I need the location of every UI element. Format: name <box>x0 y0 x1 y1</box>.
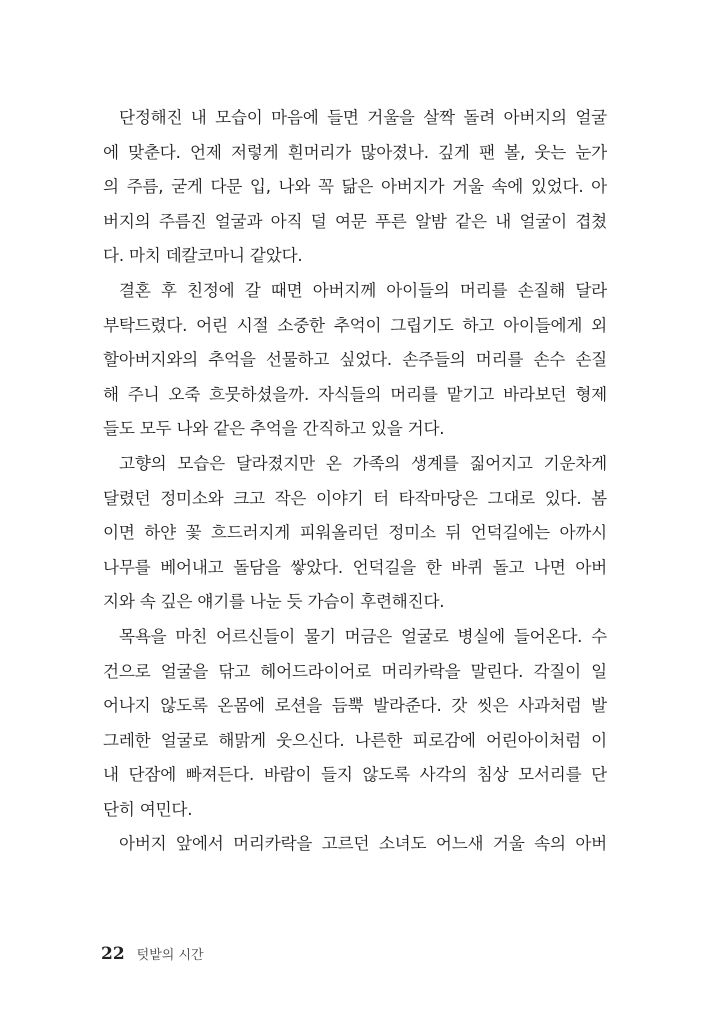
text-line: 그레한 얼굴로 해맑게 웃으신다. 나른한 피로감에 어린아이처럼 이 <box>103 730 607 750</box>
text-line: 할아버지와의 추억을 선물하고 싶었다. 손주들의 머리를 손수 손질 <box>103 350 607 370</box>
page-footer <box>101 944 204 964</box>
text-line: 어나지 않도록 온몸에 로션을 듬뿍 발라준다. 갓 씻은 사과처럼 발 <box>103 696 607 716</box>
text-line: 건으로 얼굴을 닦고 헤어드라이어로 머리카락을 말린다. 각질이 일 <box>103 661 607 681</box>
text-line: 고향의 모습은 달라졌지만 온 가족의 생계를 짊어지고 기운차게 <box>119 453 607 473</box>
text-line: 아버지 앞에서 머리카락을 고르던 소녀도 어느새 거울 속의 아버 <box>119 834 607 854</box>
page-number: 22 <box>101 944 125 964</box>
text-line: 단정해진 내 모습이 마음에 들면 거울을 살짝 돌려 아버지의 얼굴 <box>119 108 607 127</box>
body-text <box>103 101 607 862</box>
text-line: 들도 모두 나와 같은 추억을 간직하고 있을 거다. <box>103 419 445 439</box>
text-line: 지와 속 깊은 얘기를 나눈 듯 가슴이 후련해진다. <box>103 592 445 612</box>
text-line: 목욕을 마친 어르신들이 물기 머금은 얼굴로 병실에 들어온다. 수 <box>119 626 607 646</box>
text-line: 단히 여민다. <box>103 799 193 819</box>
text-line: 의 주름, 굳게 다문 입, 나와 꼭 닮은 아버지가 거울 속에 있었다. 아 <box>103 177 607 197</box>
text-line: 에 맞춘다. 언제 저렇게 흰머리가 많아졌나. 깊게 팬 볼, 웃는 눈가 <box>103 142 607 162</box>
text-line: 다. 마치 데칼코마니 같았다. <box>103 246 303 266</box>
text-line: 내 단잠에 빠져든다. 바람이 들지 않도록 사각의 침상 모서리를 단 <box>103 765 607 785</box>
text-line: 이면 하얀 꽃 흐드러지게 피워올리던 정미소 뒤 언덕길에는 아까시 <box>103 523 607 543</box>
text-line: 부탁드렸다. 어린 시절 소중한 추억이 그립기도 하고 아이들에게 외 <box>103 315 607 335</box>
text-line: 달렸던 정미소와 크고 작은 이야기 터 타작마당은 그대로 있다. 봄 <box>103 488 607 508</box>
text-line: 해 주니 오죽 흐뭇하셨을까. 자식들의 머리를 맡기고 바라보던 형제 <box>103 384 607 404</box>
text-line: 결혼 후 친정에 갈 때면 아버지께 아이들의 머리를 손질해 달라 <box>119 280 607 300</box>
book-title: 텃밭의 시간 <box>136 948 204 963</box>
text-line: 버지의 주름진 얼굴과 아직 덜 여문 푸른 알밤 같은 내 얼굴이 겹쳤 <box>103 211 607 231</box>
text-line: 나무를 베어내고 돌담을 쌓았다. 언덕길을 한 바퀴 돌고 나면 아버 <box>103 557 607 577</box>
